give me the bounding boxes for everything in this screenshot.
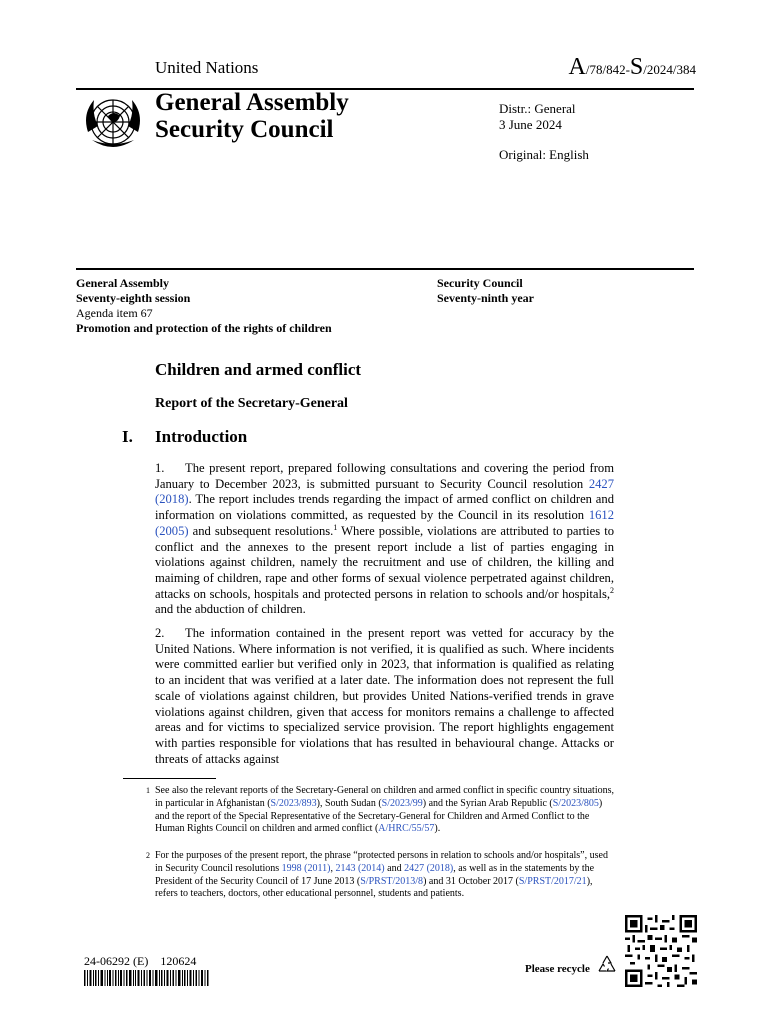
qr-code-icon: [625, 915, 697, 987]
document-subtitle: Report of the Secretary-General: [155, 396, 348, 411]
ga-body: General Assembly: [76, 276, 169, 290]
paragraph-2: 2. The information contained in the present report was vetted for accuracy by the United Nations. Where information is not verified, it is qualified as such. Where incidents were committed earlier but verified only in 2023, that information is qualified as relating to an incident that was verified at a later date. The information does not represent the full scale of violations against children, but provides United Nations-verified trends in grave violations against children, given that access for monitors remains a challenge to affected areas and for victims to specialized service provision. The report highlights engagement with parties responsible for violations that has resulted in behavioural change. Attacks or threats of attacks against: [155, 626, 614, 766]
distr-label: Distr.: General: [499, 101, 576, 116]
section-title: Introduction: [155, 427, 248, 446]
body-line-sc: Security Council: [155, 116, 334, 143]
resolution-link[interactable]: 1612 (2005): [155, 508, 614, 538]
document-link[interactable]: A/HRC/55/57: [378, 823, 435, 835]
doc-date: 3 June 2024: [499, 117, 562, 132]
distribution-block: [499, 101, 576, 133]
footnote-1: 1 See also the relevant reports of the Secretary-General on children and armed conflict in specific country situations, in particular in Afghanistan (S/2023/893), South Sudan (S/2023/99) and the Syrian Arab Republic (S/2023/805) and the report of the Special Representative of the Secretary-General for Children and Armed Conflict to the Human Rights Council on children and armed conflict (A/HRC/55/57).: [146, 785, 614, 835]
document-link[interactable]: S/2023/99: [381, 797, 423, 809]
document-link[interactable]: S/2023/893: [270, 797, 317, 809]
job-number: 24-06292 (E) 120624: [84, 954, 197, 968]
footnote-rule: [123, 778, 216, 779]
resolution-link[interactable]: 1998 (2011): [281, 862, 331, 874]
main-body-title: [155, 89, 349, 143]
ga-item-title: Promotion and protection of the rights of children: [76, 321, 332, 335]
paragraph-number: 2.: [155, 626, 165, 640]
document-symbol: [569, 54, 697, 81]
section-rule: [76, 268, 694, 270]
sc-info-block: [437, 276, 534, 306]
symbol-s: S: [629, 54, 644, 80]
document-link[interactable]: S/PRST/2013/8: [360, 875, 424, 887]
paragraph-number: 1.: [155, 461, 165, 475]
footnote-ref[interactable]: 1: [333, 522, 338, 532]
barcode-icon: [84, 970, 210, 986]
ga-session: Seventy-eighth session: [76, 291, 191, 305]
header-org: United Nations: [155, 58, 259, 77]
paragraph-1: 1. The present report, prepared following consultations and covering the period from January to December 2023, is submitted pursuant to Security Council resolution 2427 (2018). The report includes trends regarding the impact of armed conflict on children and information on violations committed, as requested by the Council in its resolution 1612 (2005) and subsequent resolutions.$^1$ Where possible, violations are attributed to parties to conflict and the annexes to the present report include a list of parties engaging in violations against children, namely the recruitment and use of children, the killing and maiming of children, rape and other forms of sexual violence perpetrated against children, attacks on schools, hospitals and protected persons in relation to schools and/or hospitals,$^2$ and the abduction of children.: [155, 461, 615, 617]
symbol-mid1: /78/842-: [585, 62, 630, 77]
footnote-2: 2 For the purposes of the present report, the phrase “protected persons in relation to schools and/or hospitals”, used in Security Council resolutions 1998 (2011), 2143 (2014) and 2427 (2018), as well as in the statements by the President of the Security Council of 17 June 2013 (S/PRST/2013/8) and 31 October 2017 (S/PRST/2017/21), refers to teachers, doctors, other educational personnel, students and patients.: [146, 850, 608, 900]
sc-body: Security Council: [437, 276, 523, 290]
symbol-mid2: /2024/384: [643, 62, 696, 77]
ga-agenda: Agenda item 67: [76, 306, 153, 320]
symbol-a: A: [568, 54, 586, 80]
footnote-ref[interactable]: 2: [610, 585, 614, 595]
section-number: I.: [122, 427, 133, 446]
original-language: Original: English: [499, 147, 589, 162]
un-emblem-icon: [80, 92, 146, 158]
body-line-ga: General Assembly: [155, 89, 349, 116]
resolution-link[interactable]: 2427 (2018): [404, 862, 454, 874]
footnote-mark: 1: [146, 786, 150, 795]
sc-year: Seventy-ninth year: [437, 291, 534, 305]
recycle-text: Please recycle: [525, 963, 590, 975]
ga-info-block: [76, 276, 332, 336]
resolution-link[interactable]: 2427 (2018): [155, 476, 614, 507]
document-link[interactable]: S/2023/805: [552, 797, 599, 809]
document-title: Children and armed conflict: [155, 360, 362, 379]
recycle-icon: [595, 953, 619, 977]
document-link[interactable]: S/PRST/2017/21: [518, 875, 587, 887]
footnote-mark: 2: [146, 851, 150, 860]
resolution-link[interactable]: 2143 (2014): [335, 862, 385, 874]
